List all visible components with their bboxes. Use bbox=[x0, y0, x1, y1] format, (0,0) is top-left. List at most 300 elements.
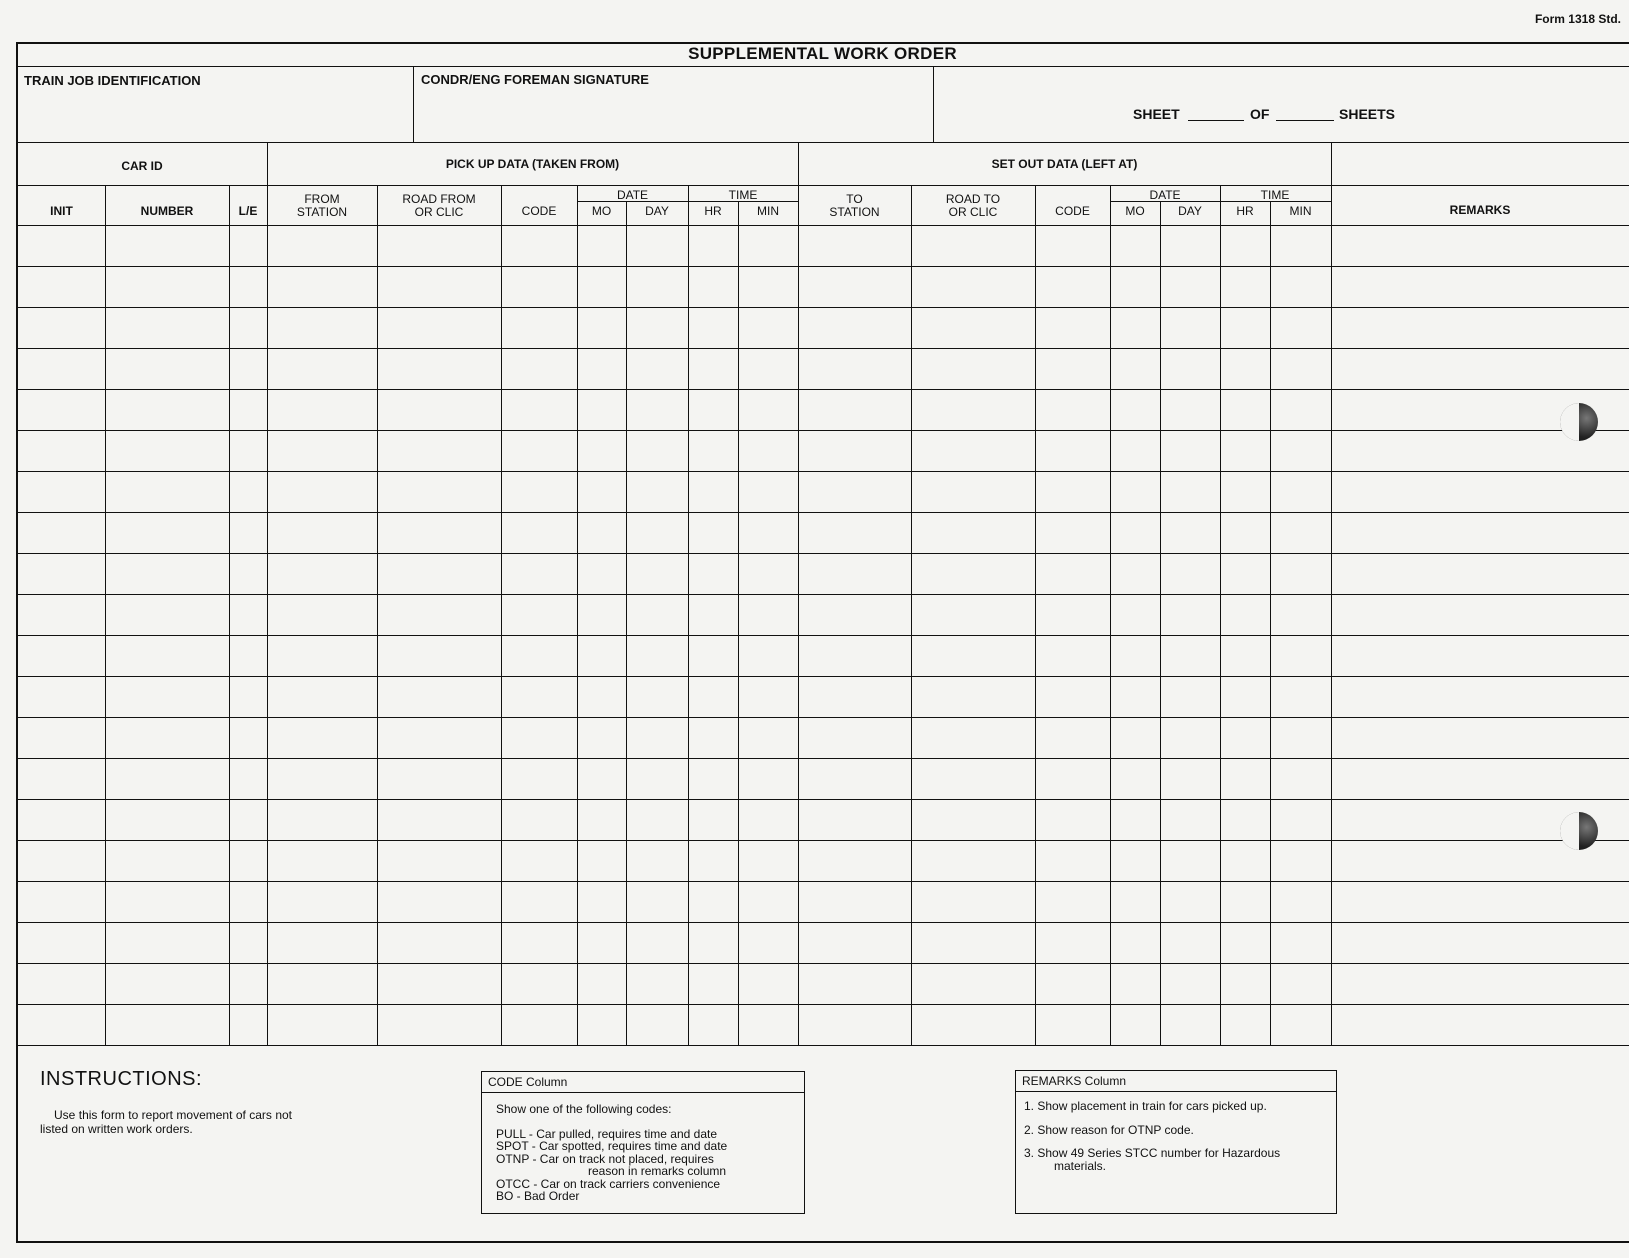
table-cell[interactable] bbox=[799, 964, 910, 1003]
table-cell[interactable] bbox=[627, 431, 687, 470]
table-cell[interactable] bbox=[912, 718, 1034, 757]
table-cell[interactable] bbox=[578, 718, 625, 757]
table-cell[interactable] bbox=[1036, 759, 1109, 798]
table-cell[interactable] bbox=[627, 554, 687, 593]
table-cell[interactable] bbox=[1036, 882, 1109, 921]
table-cell[interactable] bbox=[689, 636, 737, 675]
table-cell[interactable] bbox=[19, 226, 104, 265]
table-cell[interactable] bbox=[799, 759, 910, 798]
table-cell[interactable] bbox=[1161, 308, 1219, 347]
table-cell[interactable] bbox=[799, 431, 910, 470]
remarks-cell[interactable] bbox=[1332, 267, 1628, 306]
table-cell[interactable] bbox=[739, 800, 797, 839]
table-cell[interactable] bbox=[739, 718, 797, 757]
table-cell[interactable] bbox=[19, 1005, 104, 1044]
table-cell[interactable] bbox=[578, 308, 625, 347]
table-cell[interactable] bbox=[1036, 349, 1109, 388]
table-cell[interactable] bbox=[106, 841, 228, 880]
table-cell[interactable] bbox=[799, 267, 910, 306]
train-job-field[interactable] bbox=[18, 92, 411, 140]
table-cell[interactable] bbox=[627, 800, 687, 839]
table-cell[interactable] bbox=[1271, 882, 1330, 921]
table-cell[interactable] bbox=[19, 841, 104, 880]
remarks-cell[interactable] bbox=[1332, 554, 1628, 593]
table-cell[interactable] bbox=[799, 636, 910, 675]
table-cell[interactable] bbox=[1036, 554, 1109, 593]
table-cell[interactable] bbox=[689, 923, 737, 962]
signature-field[interactable] bbox=[415, 92, 931, 140]
table-cell[interactable] bbox=[1271, 964, 1330, 1003]
table-cell[interactable] bbox=[1221, 759, 1269, 798]
table-cell[interactable] bbox=[1161, 923, 1219, 962]
table-cell[interactable] bbox=[268, 554, 376, 593]
table-cell[interactable] bbox=[627, 308, 687, 347]
table-cell[interactable] bbox=[739, 882, 797, 921]
table-cell[interactable] bbox=[268, 800, 376, 839]
table-cell[interactable] bbox=[1271, 636, 1330, 675]
table-cell[interactable] bbox=[1111, 923, 1159, 962]
table-cell[interactable] bbox=[912, 677, 1034, 716]
table-cell[interactable] bbox=[1036, 308, 1109, 347]
table-cell[interactable] bbox=[1221, 513, 1269, 552]
table-cell[interactable] bbox=[578, 226, 625, 265]
table-cell[interactable] bbox=[1111, 595, 1159, 634]
table-cell[interactable] bbox=[230, 964, 266, 1003]
table-cell[interactable] bbox=[106, 759, 228, 798]
table-cell[interactable] bbox=[1221, 554, 1269, 593]
table-cell[interactable] bbox=[739, 636, 797, 675]
table-cell[interactable] bbox=[378, 677, 500, 716]
table-cell[interactable] bbox=[230, 472, 266, 511]
table-cell[interactable] bbox=[1111, 800, 1159, 839]
sheet-total-field[interactable] bbox=[1276, 120, 1334, 121]
table-cell[interactable] bbox=[19, 964, 104, 1003]
table-cell[interactable] bbox=[19, 349, 104, 388]
table-cell[interactable] bbox=[1161, 267, 1219, 306]
table-cell[interactable] bbox=[230, 882, 266, 921]
table-cell[interactable] bbox=[1036, 677, 1109, 716]
table-cell[interactable] bbox=[739, 554, 797, 593]
table-cell[interactable] bbox=[268, 1005, 376, 1044]
table-cell[interactable] bbox=[689, 226, 737, 265]
table-cell[interactable] bbox=[689, 595, 737, 634]
table-cell[interactable] bbox=[627, 841, 687, 880]
table-cell[interactable] bbox=[106, 267, 228, 306]
table-cell[interactable] bbox=[268, 472, 376, 511]
table-cell[interactable] bbox=[578, 554, 625, 593]
table-cell[interactable] bbox=[912, 267, 1034, 306]
table-cell[interactable] bbox=[19, 513, 104, 552]
table-cell[interactable] bbox=[689, 513, 737, 552]
table-cell[interactable] bbox=[106, 636, 228, 675]
table-cell[interactable] bbox=[268, 349, 376, 388]
table-cell[interactable] bbox=[1036, 1005, 1109, 1044]
table-cell[interactable] bbox=[106, 677, 228, 716]
table-cell[interactable] bbox=[1221, 472, 1269, 511]
table-cell[interactable] bbox=[106, 513, 228, 552]
table-cell[interactable] bbox=[739, 513, 797, 552]
table-cell[interactable] bbox=[739, 759, 797, 798]
table-cell[interactable] bbox=[230, 718, 266, 757]
table-cell[interactable] bbox=[378, 226, 500, 265]
table-cell[interactable] bbox=[578, 349, 625, 388]
remarks-cell[interactable] bbox=[1332, 595, 1628, 634]
table-cell[interactable] bbox=[739, 964, 797, 1003]
table-cell[interactable] bbox=[1221, 595, 1269, 634]
table-cell[interactable] bbox=[1221, 1005, 1269, 1044]
table-cell[interactable] bbox=[1161, 226, 1219, 265]
table-cell[interactable] bbox=[912, 964, 1034, 1003]
table-cell[interactable] bbox=[1271, 923, 1330, 962]
table-cell[interactable] bbox=[502, 1005, 576, 1044]
table-cell[interactable] bbox=[1271, 472, 1330, 511]
table-cell[interactable] bbox=[378, 800, 500, 839]
table-cell[interactable] bbox=[1036, 267, 1109, 306]
table-cell[interactable] bbox=[268, 267, 376, 306]
table-cell[interactable] bbox=[578, 923, 625, 962]
table-cell[interactable] bbox=[627, 882, 687, 921]
table-cell[interactable] bbox=[1221, 349, 1269, 388]
table-cell[interactable] bbox=[106, 349, 228, 388]
table-cell[interactable] bbox=[912, 800, 1034, 839]
table-cell[interactable] bbox=[739, 349, 797, 388]
table-cell[interactable] bbox=[378, 718, 500, 757]
table-cell[interactable] bbox=[799, 841, 910, 880]
table-cell[interactable] bbox=[230, 390, 266, 429]
table-cell[interactable] bbox=[230, 267, 266, 306]
table-cell[interactable] bbox=[689, 390, 737, 429]
table-cell[interactable] bbox=[1111, 472, 1159, 511]
remarks-cell[interactable] bbox=[1332, 923, 1628, 962]
table-cell[interactable] bbox=[689, 1005, 737, 1044]
table-cell[interactable] bbox=[1221, 718, 1269, 757]
table-cell[interactable] bbox=[1111, 718, 1159, 757]
table-cell[interactable] bbox=[627, 595, 687, 634]
table-cell[interactable] bbox=[1161, 841, 1219, 880]
table-cell[interactable] bbox=[1036, 964, 1109, 1003]
table-cell[interactable] bbox=[578, 677, 625, 716]
table-cell[interactable] bbox=[268, 226, 376, 265]
table-cell[interactable] bbox=[268, 841, 376, 880]
table-cell[interactable] bbox=[689, 349, 737, 388]
table-cell[interactable] bbox=[502, 636, 576, 675]
table-cell[interactable] bbox=[378, 472, 500, 511]
table-cell[interactable] bbox=[1036, 923, 1109, 962]
table-cell[interactable] bbox=[1111, 882, 1159, 921]
table-cell[interactable] bbox=[230, 923, 266, 962]
table-cell[interactable] bbox=[689, 800, 737, 839]
table-cell[interactable] bbox=[502, 308, 576, 347]
table-cell[interactable] bbox=[1221, 677, 1269, 716]
table-cell[interactable] bbox=[578, 513, 625, 552]
table-cell[interactable] bbox=[739, 595, 797, 634]
table-cell[interactable] bbox=[799, 1005, 910, 1044]
table-cell[interactable] bbox=[106, 595, 228, 634]
table-cell[interactable] bbox=[1221, 226, 1269, 265]
table-cell[interactable] bbox=[502, 349, 576, 388]
table-cell[interactable] bbox=[502, 800, 576, 839]
table-cell[interactable] bbox=[627, 267, 687, 306]
table-cell[interactable] bbox=[378, 431, 500, 470]
table-cell[interactable] bbox=[1221, 431, 1269, 470]
table-cell[interactable] bbox=[1271, 718, 1330, 757]
table-cell[interactable] bbox=[799, 800, 910, 839]
table-cell[interactable] bbox=[1221, 923, 1269, 962]
table-cell[interactable] bbox=[1271, 267, 1330, 306]
table-cell[interactable] bbox=[502, 759, 576, 798]
table-cell[interactable] bbox=[1161, 636, 1219, 675]
table-cell[interactable] bbox=[268, 718, 376, 757]
table-cell[interactable] bbox=[268, 923, 376, 962]
table-cell[interactable] bbox=[19, 882, 104, 921]
table-cell[interactable] bbox=[1036, 636, 1109, 675]
table-cell[interactable] bbox=[912, 390, 1034, 429]
table-cell[interactable] bbox=[1271, 1005, 1330, 1044]
table-cell[interactable] bbox=[502, 554, 576, 593]
table-cell[interactable] bbox=[627, 923, 687, 962]
table-cell[interactable] bbox=[502, 718, 576, 757]
table-cell[interactable] bbox=[19, 390, 104, 429]
table-cell[interactable] bbox=[627, 759, 687, 798]
table-cell[interactable] bbox=[502, 390, 576, 429]
table-cell[interactable] bbox=[912, 513, 1034, 552]
table-cell[interactable] bbox=[230, 431, 266, 470]
table-cell[interactable] bbox=[799, 390, 910, 429]
table-cell[interactable] bbox=[1036, 841, 1109, 880]
remarks-cell[interactable] bbox=[1332, 308, 1628, 347]
table-cell[interactable] bbox=[912, 554, 1034, 593]
table-cell[interactable] bbox=[502, 841, 576, 880]
table-cell[interactable] bbox=[378, 759, 500, 798]
table-cell[interactable] bbox=[230, 1005, 266, 1044]
table-cell[interactable] bbox=[502, 595, 576, 634]
table-cell[interactable] bbox=[739, 841, 797, 880]
table-cell[interactable] bbox=[739, 308, 797, 347]
table-cell[interactable] bbox=[739, 226, 797, 265]
table-cell[interactable] bbox=[912, 226, 1034, 265]
table-cell[interactable] bbox=[799, 513, 910, 552]
table-cell[interactable] bbox=[689, 472, 737, 511]
table-cell[interactable] bbox=[739, 390, 797, 429]
table-cell[interactable] bbox=[230, 841, 266, 880]
table-cell[interactable] bbox=[19, 267, 104, 306]
table-cell[interactable] bbox=[739, 677, 797, 716]
remarks-cell[interactable] bbox=[1332, 677, 1628, 716]
table-cell[interactable] bbox=[268, 759, 376, 798]
table-cell[interactable] bbox=[1161, 472, 1219, 511]
table-cell[interactable] bbox=[230, 554, 266, 593]
table-cell[interactable] bbox=[268, 964, 376, 1003]
table-cell[interactable] bbox=[799, 472, 910, 511]
table-cell[interactable] bbox=[1036, 595, 1109, 634]
table-cell[interactable] bbox=[378, 882, 500, 921]
table-cell[interactable] bbox=[627, 349, 687, 388]
table-cell[interactable] bbox=[1036, 431, 1109, 470]
table-cell[interactable] bbox=[799, 226, 910, 265]
table-cell[interactable] bbox=[627, 1005, 687, 1044]
table-cell[interactable] bbox=[578, 841, 625, 880]
table-cell[interactable] bbox=[230, 513, 266, 552]
table-cell[interactable] bbox=[1111, 554, 1159, 593]
table-cell[interactable] bbox=[1111, 390, 1159, 429]
table-cell[interactable] bbox=[912, 841, 1034, 880]
table-cell[interactable] bbox=[799, 677, 910, 716]
table-cell[interactable] bbox=[1161, 718, 1219, 757]
table-cell[interactable] bbox=[799, 882, 910, 921]
table-cell[interactable] bbox=[578, 759, 625, 798]
table-cell[interactable] bbox=[1161, 1005, 1219, 1044]
table-cell[interactable] bbox=[19, 431, 104, 470]
table-cell[interactable] bbox=[1271, 841, 1330, 880]
table-cell[interactable] bbox=[739, 1005, 797, 1044]
table-cell[interactable] bbox=[502, 226, 576, 265]
table-cell[interactable] bbox=[378, 923, 500, 962]
remarks-cell[interactable] bbox=[1332, 759, 1628, 798]
table-cell[interactable] bbox=[19, 636, 104, 675]
table-cell[interactable] bbox=[689, 759, 737, 798]
table-cell[interactable] bbox=[502, 513, 576, 552]
table-cell[interactable] bbox=[689, 964, 737, 1003]
table-cell[interactable] bbox=[268, 513, 376, 552]
table-cell[interactable] bbox=[106, 718, 228, 757]
table-cell[interactable] bbox=[739, 431, 797, 470]
table-cell[interactable] bbox=[1271, 800, 1330, 839]
table-cell[interactable] bbox=[106, 431, 228, 470]
sheet-number-field[interactable] bbox=[1188, 120, 1244, 121]
table-cell[interactable] bbox=[739, 267, 797, 306]
table-cell[interactable] bbox=[502, 267, 576, 306]
table-cell[interactable] bbox=[799, 349, 910, 388]
table-cell[interactable] bbox=[1221, 964, 1269, 1003]
table-cell[interactable] bbox=[799, 554, 910, 593]
table-cell[interactable] bbox=[1036, 513, 1109, 552]
table-cell[interactable] bbox=[268, 595, 376, 634]
table-cell[interactable] bbox=[799, 595, 910, 634]
remarks-cell[interactable] bbox=[1332, 349, 1628, 388]
table-cell[interactable] bbox=[19, 923, 104, 962]
table-cell[interactable] bbox=[578, 390, 625, 429]
table-cell[interactable] bbox=[230, 759, 266, 798]
table-cell[interactable] bbox=[689, 431, 737, 470]
remarks-cell[interactable] bbox=[1332, 882, 1628, 921]
table-cell[interactable] bbox=[1161, 513, 1219, 552]
table-cell[interactable] bbox=[230, 636, 266, 675]
table-cell[interactable] bbox=[1111, 636, 1159, 675]
table-cell[interactable] bbox=[912, 882, 1034, 921]
table-cell[interactable] bbox=[1111, 267, 1159, 306]
table-cell[interactable] bbox=[1036, 472, 1109, 511]
table-cell[interactable] bbox=[230, 226, 266, 265]
table-cell[interactable] bbox=[1271, 349, 1330, 388]
table-cell[interactable] bbox=[689, 554, 737, 593]
table-cell[interactable] bbox=[268, 390, 376, 429]
table-cell[interactable] bbox=[268, 308, 376, 347]
table-cell[interactable] bbox=[1271, 554, 1330, 593]
table-cell[interactable] bbox=[689, 308, 737, 347]
table-cell[interactable] bbox=[627, 390, 687, 429]
table-cell[interactable] bbox=[106, 800, 228, 839]
table-cell[interactable] bbox=[912, 595, 1034, 634]
table-cell[interactable] bbox=[378, 841, 500, 880]
table-cell[interactable] bbox=[1221, 308, 1269, 347]
table-cell[interactable] bbox=[627, 513, 687, 552]
table-cell[interactable] bbox=[578, 472, 625, 511]
table-cell[interactable] bbox=[230, 308, 266, 347]
table-cell[interactable] bbox=[627, 226, 687, 265]
table-cell[interactable] bbox=[1111, 841, 1159, 880]
table-cell[interactable] bbox=[378, 595, 500, 634]
table-cell[interactable] bbox=[378, 964, 500, 1003]
table-cell[interactable] bbox=[106, 923, 228, 962]
table-cell[interactable] bbox=[578, 800, 625, 839]
table-cell[interactable] bbox=[19, 554, 104, 593]
table-cell[interactable] bbox=[1161, 964, 1219, 1003]
table-cell[interactable] bbox=[378, 636, 500, 675]
table-cell[interactable] bbox=[1221, 267, 1269, 306]
table-cell[interactable] bbox=[19, 718, 104, 757]
table-cell[interactable] bbox=[19, 472, 104, 511]
table-cell[interactable] bbox=[1161, 677, 1219, 716]
remarks-cell[interactable] bbox=[1332, 964, 1628, 1003]
table-cell[interactable] bbox=[502, 964, 576, 1003]
table-cell[interactable] bbox=[378, 554, 500, 593]
table-cell[interactable] bbox=[1221, 636, 1269, 675]
table-cell[interactable] bbox=[1271, 308, 1330, 347]
table-cell[interactable] bbox=[799, 308, 910, 347]
remarks-cell[interactable] bbox=[1332, 1005, 1628, 1044]
remarks-cell[interactable] bbox=[1332, 636, 1628, 675]
table-cell[interactable] bbox=[230, 595, 266, 634]
table-cell[interactable] bbox=[912, 1005, 1034, 1044]
table-cell[interactable] bbox=[1036, 226, 1109, 265]
table-cell[interactable] bbox=[19, 595, 104, 634]
table-cell[interactable] bbox=[627, 472, 687, 511]
table-cell[interactable] bbox=[578, 636, 625, 675]
table-cell[interactable] bbox=[912, 759, 1034, 798]
table-cell[interactable] bbox=[1036, 390, 1109, 429]
table-cell[interactable] bbox=[1161, 349, 1219, 388]
table-cell[interactable] bbox=[268, 677, 376, 716]
table-cell[interactable] bbox=[1111, 1005, 1159, 1044]
table-cell[interactable] bbox=[502, 882, 576, 921]
table-cell[interactable] bbox=[502, 677, 576, 716]
table-cell[interactable] bbox=[1271, 677, 1330, 716]
remarks-cell[interactable] bbox=[1332, 226, 1628, 265]
table-cell[interactable] bbox=[1111, 308, 1159, 347]
table-cell[interactable] bbox=[1111, 677, 1159, 716]
table-cell[interactable] bbox=[1111, 964, 1159, 1003]
table-cell[interactable] bbox=[627, 636, 687, 675]
remarks-cell[interactable] bbox=[1332, 472, 1628, 511]
table-cell[interactable] bbox=[1221, 390, 1269, 429]
table-cell[interactable] bbox=[689, 677, 737, 716]
table-cell[interactable] bbox=[106, 226, 228, 265]
table-cell[interactable] bbox=[912, 472, 1034, 511]
table-cell[interactable] bbox=[502, 923, 576, 962]
table-cell[interactable] bbox=[578, 882, 625, 921]
table-cell[interactable] bbox=[1111, 759, 1159, 798]
table-cell[interactable] bbox=[1221, 800, 1269, 839]
table-cell[interactable] bbox=[1271, 226, 1330, 265]
table-cell[interactable] bbox=[912, 349, 1034, 388]
table-cell[interactable] bbox=[578, 595, 625, 634]
table-cell[interactable] bbox=[578, 267, 625, 306]
table-cell[interactable] bbox=[106, 308, 228, 347]
table-cell[interactable] bbox=[799, 718, 910, 757]
table-cell[interactable] bbox=[230, 677, 266, 716]
table-cell[interactable] bbox=[1161, 882, 1219, 921]
table-cell[interactable] bbox=[502, 431, 576, 470]
